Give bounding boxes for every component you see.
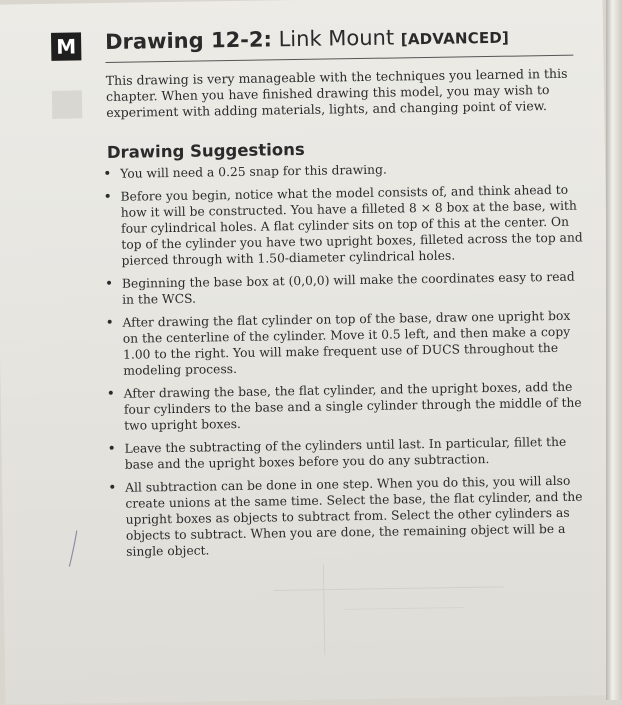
chapter-marker: M [51,32,81,60]
suggestion-item: • Leave the subtracting of the cylinders until last. In particular, fillet the base and the upright boxes before you do any subtraction. [105,433,587,473]
suggestion-item: • Beginning the base box at (0,0,0) will make the coordinates easy to read in the WCS. [103,269,585,309]
intro-paragraph: This drawing is very manageable with the techniques you learned in this chapter. When you have finished drawing this model, you may wish to experiment with adding materials, lights, and changing point of view. [105,65,568,121]
suggestion-item: • You will need a 0.25 snap for this drawing. [101,159,583,183]
section-heading: Drawing Suggestions [106,139,305,163]
page-edge [606,0,622,700]
suggestions-list [101,159,589,568]
suggestion-item: • All subtraction can be done in one step. When you do this, you will also create unions at the same time. Select the base, the flat cylinder, and the upright boxes as objects to subtract from. Select the other cylinders as objects to subtract. When you are done, the remaining object will be a single object. [106,472,589,560]
suggestion-item: • Before you begin, notice what the model consists of, and think ahead to how it will be constructed. You have a filleted 8 × 8 box at the base, with four cylindrical holes. A flat cylinder sits on top of this at the center. On top of the cylinder you have two upright boxes, filleted across the top and pierced through with 1.50-diameter cylindrical holes. [101,182,584,270]
suggestion-item: • After drawing the flat cylinder on top of the base, draw one upright box on the centerline of the cylinder. Move it 0.5 left, and then make a copy 1.00 to the right. You will make frequent use of DUCS throughout the modeling process. [103,308,586,380]
difficulty-label: [ADVANCED] [400,28,510,49]
bleed-through-marker [52,90,82,118]
drawing-title [105,24,509,54]
drawing-name: Link Mount [278,25,395,52]
pen-mark [63,528,94,568]
suggestion-item: • After drawing the base, the flat cylinder, and the upright boxes, add the four cylinders to the base and a single cylinder through the middle of the two upright boxes. [105,379,588,435]
title-rule [105,55,573,63]
bleed-through-drawing [263,557,525,661]
drawing-number: Drawing 12-2: [104,27,273,55]
